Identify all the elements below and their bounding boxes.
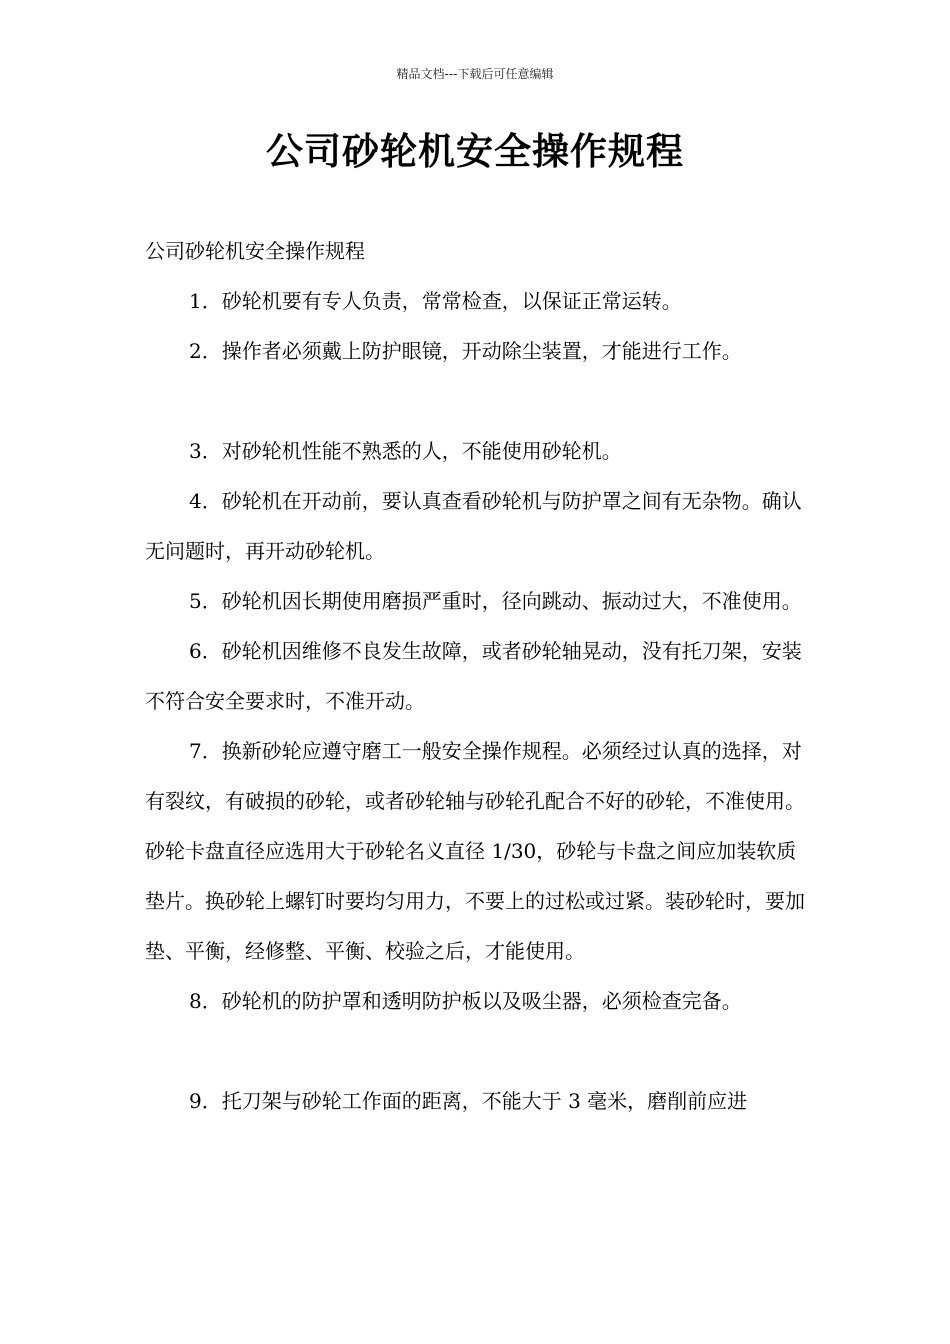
rule-item-1: 1．砂轮机要有专人负责，常常检查，以保证正常运转。 — [189, 289, 682, 313]
header-note: 精品文档---下载后可任意编辑 — [396, 67, 554, 81]
rule-item-9: 9．托刀架与砂轮工作面的距离，不能大于 3 毫米，磨削前应进 — [189, 1089, 748, 1113]
lead-paragraph: 公司砂轮机安全操作规程 — [145, 239, 365, 263]
rule-item-3: 3．对砂轮机性能不熟悉的人，不能使用砂轮机。 — [189, 439, 622, 463]
rule-item-5: 5．砂轮机因长期使用磨损严重时，径向跳动、振动过大，不准使用。 — [189, 589, 802, 613]
rule-item-6: 6．砂轮机因维修不良发生故障，或者砂轮轴晃动，没有托刀架，安装不符合安全要求时，不准开动。 — [145, 639, 802, 713]
rule-item-2: 2．操作者必须戴上防护眼镜，开动除尘装置，才能进行工作。 — [189, 339, 742, 363]
document-body — [145, 226, 810, 1126]
rule-item-8: 8．砂轮机的防护罩和透明防护板以及吸尘器，必须检查完备。 — [189, 989, 742, 1013]
paragraph-gap — [145, 1026, 810, 1076]
paragraph-gap — [145, 376, 810, 426]
rule-item-7: 7．换新砂轮应遵守磨工一般安全操作规程。必须经过认真的选择，对有裂纹，有破损的砂轮，或者砂轮轴与砂轮孔配合不好的砂轮，不准使用。砂轮卡盘直径应选用大于砂轮名义直径 1/30，砂轮与卡盘之间应加装软质垫片。换砂轮上螺钉时要均匀用力，不要上的过松或过紧。装砂轮时，要加垫、平衡，经修整、平衡、校验之后，才能使用。 — [145, 739, 805, 963]
document-title: 公司砂轮机安全操作规程 — [266, 130, 684, 173]
rule-item-4: 4．砂轮机在开动前，要认真查看砂轮机与防护罩之间有无杂物。确认无问题时，再开动砂轮机。 — [145, 489, 802, 563]
